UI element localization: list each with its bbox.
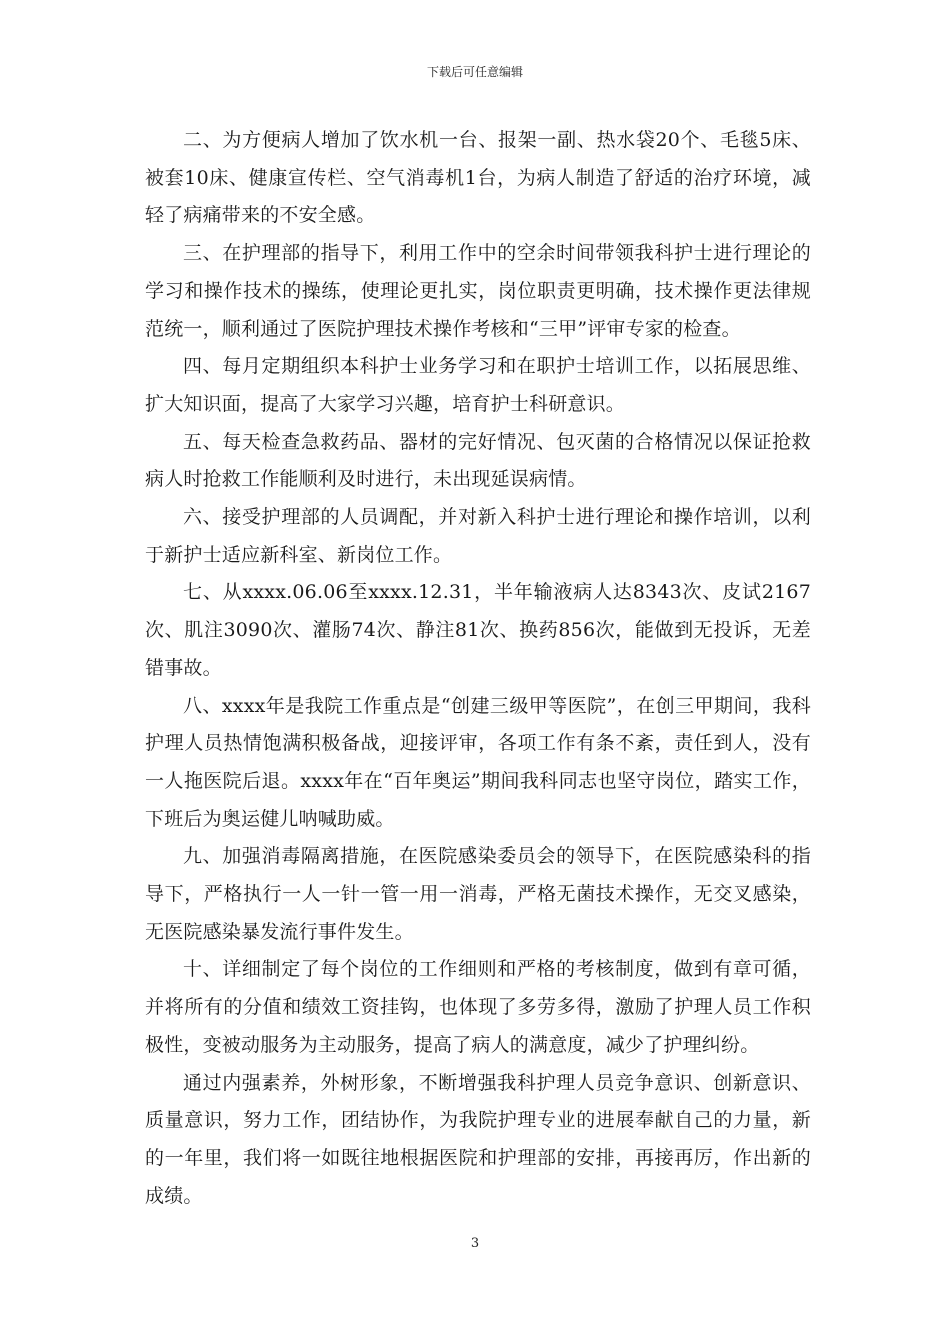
paragraph-10: 十、详细制定了每个岗位的工作细则和严格的考核制度，做到有章可循，并将所有的分值和绩效工资挂钩，也体现了多劳多得，激励了护理人员工作积极性，变被动服务为主动服务，提高了病人的满意度，减少了护理纠纷。	[145, 958, 811, 1056]
paragraph-3: 三、在护理部的指导下，利用工作中的空余时间带领我科护士进行理论的学习和操作技术的操练，使理论更扎实，岗位职责更明确，技术操作更法律规范统一，顺利通过了医院护理技术操作考核和“三甲”评审专家的检查。	[145, 242, 811, 340]
paragraph-7: 七、从xxxx.06.06至xxxx.12.31，半年输液病人达8343次、皮试2167次、肌注3090次、灌肠74次、静注81次、换药856次，能做到无投诉，无差错事故。	[145, 581, 811, 679]
paragraph-4: 四、每月定期组织本科护士业务学习和在职护士培训工作，以拓展思维、扩大知识面，提高了大家学习兴趣，培育护士科研意识。	[145, 355, 811, 415]
paragraph-9: 九、加强消毒隔离措施，在医院感染委员会的领导下，在医院感染科的指导下，严格执行一人一针一管一用一消毒，严格无菌技术操作，无交叉感染，无医院感染暴发流行事件发生。	[145, 845, 811, 943]
paragraph-conclusion: 通过内强素养，外树形象，不断增强我科护理人员竞争意识、创新意识、质量意识，努力工作，团结协作，为我院护理专业的进展奉献自己的力量，新的一年里，我们将一如既往地根据医院和护理部的安排，再接再厉，作出新的成绩。	[145, 1071, 811, 1207]
paragraph-2: 二、为方便病人增加了饮水机一台、报架一副、热水袋20个、毛毯5床、被套10床、健康宣传栏、空气消毒机1台，为病人制造了舒适的治疗环境，减轻了病痛带来的不安全感。	[145, 129, 811, 227]
paragraph-5: 五、每天检查急救药品、器材的完好情况、包灭菌的合格情况以保证抢救病人时抢救工作能顺利及时进行，未出现延误病情。	[145, 430, 811, 491]
paragraph-6: 六、接受护理部的人员调配，并对新入科护士进行理论和操作培训，以利于新护士适应新科室、新岗位工作。	[145, 506, 811, 566]
page-header: 下载后可任意编辑	[426, 65, 523, 79]
paragraph-8: 八、xxxx年是我院工作重点是“创建三级甲等医院”，在创三甲期间，我科护理人员热情饱满积极备战，迎接评审，各项工作有条不紊，责任到人，没有一人拖医院后退。xxxx年在“百年奥运”期间我科同志也坚守岗位，踏实工作，下班后为奥运健儿呐喊助威。	[145, 694, 811, 830]
document-body	[145, 122, 811, 1215]
page-number: 3	[470, 1236, 480, 1251]
